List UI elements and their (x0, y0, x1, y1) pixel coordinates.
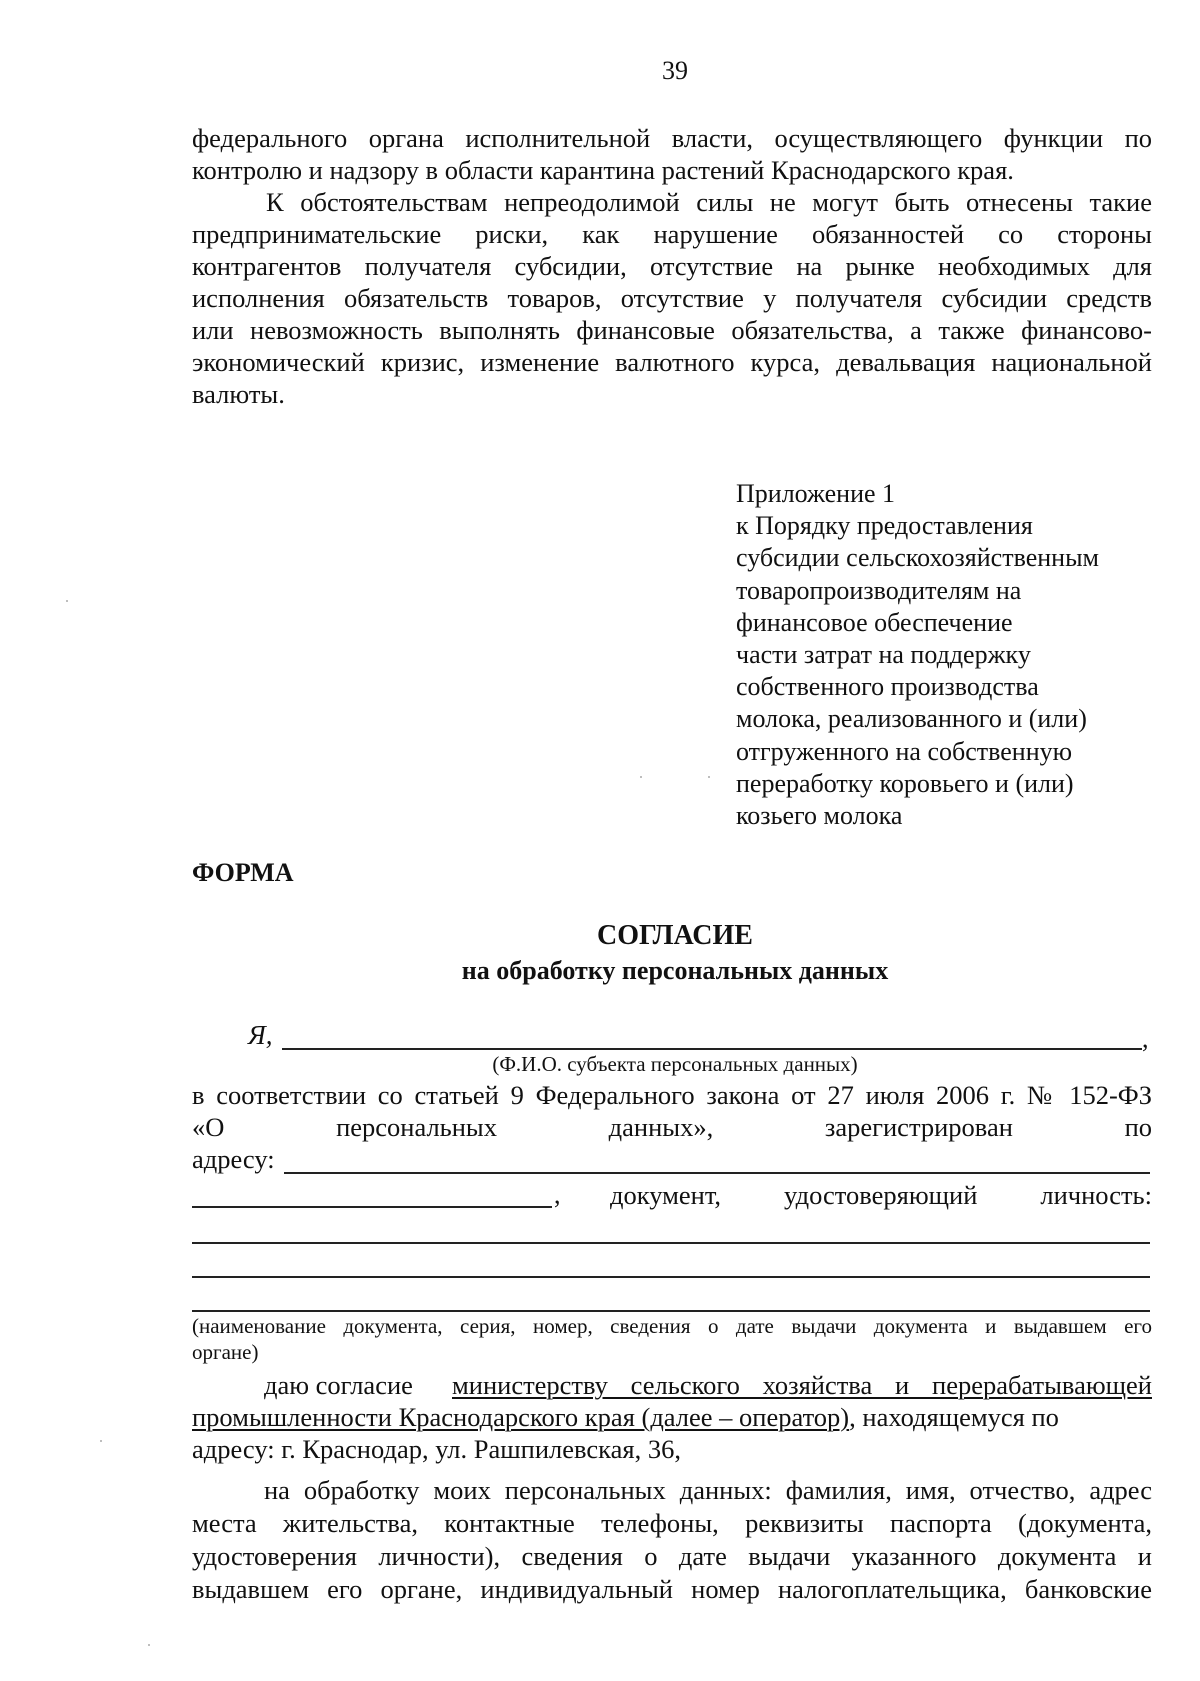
operator-name-part-2: промышленности Краснодарского края (далее – оператор) (192, 1402, 850, 1432)
operator-name-part-1: министерству сельского хозяйства и перерабатывающей (452, 1370, 1152, 1400)
document-field-line-3[interactable] (192, 1310, 1150, 1312)
text-line: выдавшем его органе, индивидуальный номер налогоплательщика, банковские (192, 1574, 1152, 1604)
appendix-line: отгруженного на собственную (736, 736, 1073, 766)
law-word: персональных (336, 1112, 497, 1142)
operator-address-line: адресу: г. Краснодар, ул. Рашпилевская, 36, (192, 1434, 681, 1464)
law-word: «О (192, 1112, 225, 1142)
force-majeure-paragraph (192, 186, 1152, 410)
consent-subtitle: на обработку персональных данных (461, 956, 889, 985)
law-name-line (192, 1112, 1152, 1143)
appendix-line: товаропроизводителям на (736, 575, 1022, 605)
page-number: 39 (662, 56, 688, 85)
document-label-line (610, 1180, 1152, 1211)
consent-operator-line-1 (264, 1370, 1152, 1401)
law-word: данных», (608, 1112, 714, 1142)
text-line: контрагентов получателя субсидии, отсутствие на рынке необходимых для (192, 251, 1152, 281)
text-line: контролю и надзору в области карантина растений Краснодарского края. (192, 155, 1014, 185)
text-line: или невозможность выполнять финансовые обязательства, а также финансово- (192, 315, 1152, 345)
consent-operator-line-2 (192, 1402, 1059, 1433)
document-hint-line-2: органе) (192, 1340, 259, 1364)
appendix-line: Приложение 1 (736, 479, 896, 508)
scan-speck (148, 1644, 150, 1646)
document-word: личность: (1040, 1180, 1152, 1210)
processing-paragraph (192, 1474, 1152, 1606)
fio-hint: (Ф.И.О. субъекта персональных данных) (492, 1052, 858, 1076)
scan-speck (100, 1440, 102, 1442)
document-hint-line-1: (наименование документа, серия, номер, сведения о дате выдачи документа и выдавшем его (192, 1314, 1152, 1338)
consent-title: СОГЛАСИЕ (597, 920, 753, 951)
scan-speck (640, 776, 642, 778)
address-comma: , (554, 1180, 561, 1209)
appendix-line: субсидии сельскохозяйственным (736, 543, 1099, 573)
address-label: адресу: (192, 1144, 275, 1174)
appendix-line: козьего молока (736, 801, 903, 831)
fio-comma: , (1142, 1024, 1149, 1053)
document-field-line-2[interactable] (192, 1276, 1150, 1278)
intro-paragraph (192, 122, 1152, 186)
appendix-line: переработку коровьего и (или) (736, 768, 1074, 798)
document-word: документ, (610, 1180, 722, 1210)
text-line: предпринимательские риски, как нарушение обязанностей со стороны (192, 219, 1152, 249)
address-field-line[interactable] (284, 1172, 1150, 1174)
scan-speck (66, 600, 68, 602)
text-line: исполнения обязательств товаров, отсутствие у получателя субсидии средств (192, 283, 1152, 313)
appendix-line: к Порядку предоставления (736, 511, 1033, 541)
text-line: экономический кризис, изменение валютного курса, девальвация национальной (192, 347, 1152, 377)
appendix-line: финансовое обеспечение (736, 607, 1013, 637)
text-line: места жительства, контактные телефоны, реквизиты паспорта (документа, (192, 1508, 1152, 1538)
text-line: валюты. (192, 379, 285, 409)
scan-speck (708, 776, 710, 778)
fio-field-line[interactable] (282, 1048, 1142, 1050)
text-line: удостоверения личности), сведения о дате выдачи указанного документа и (192, 1541, 1152, 1571)
appendix-header (736, 478, 1099, 832)
address-field-line-2[interactable] (192, 1206, 552, 1208)
law-word: по (1124, 1112, 1152, 1142)
text-line: К обстоятельствам непреодолимой силы не могут быть отнесены такие (266, 187, 1152, 217)
give-consent-text: даю согласие (264, 1370, 413, 1400)
located-at-text: , находящемуся по (849, 1402, 1059, 1432)
appendix-line: части затрат на поддержку (736, 640, 1031, 670)
appendix-line: молока, реализованного и (или) (736, 704, 1087, 734)
appendix-line: собственного производства (736, 672, 1039, 702)
ya-label: Я, (248, 1020, 273, 1050)
document-field-line-1[interactable] (192, 1242, 1150, 1244)
text-line: на обработку моих персональных данных: фамилия, имя, отчество, адрес (264, 1475, 1152, 1505)
law-reference-line: в соответствии со статьей 9 Федерального закона от 27 июля 2006 г. № 152-ФЗ (192, 1080, 1152, 1110)
law-word: зарегистрирован (824, 1112, 1013, 1142)
text-line: федерального органа исполнительной власти, осуществляющего функции по (192, 123, 1152, 153)
form-label: ФОРМА (192, 858, 294, 887)
document-word: удостоверяющий (784, 1180, 978, 1210)
